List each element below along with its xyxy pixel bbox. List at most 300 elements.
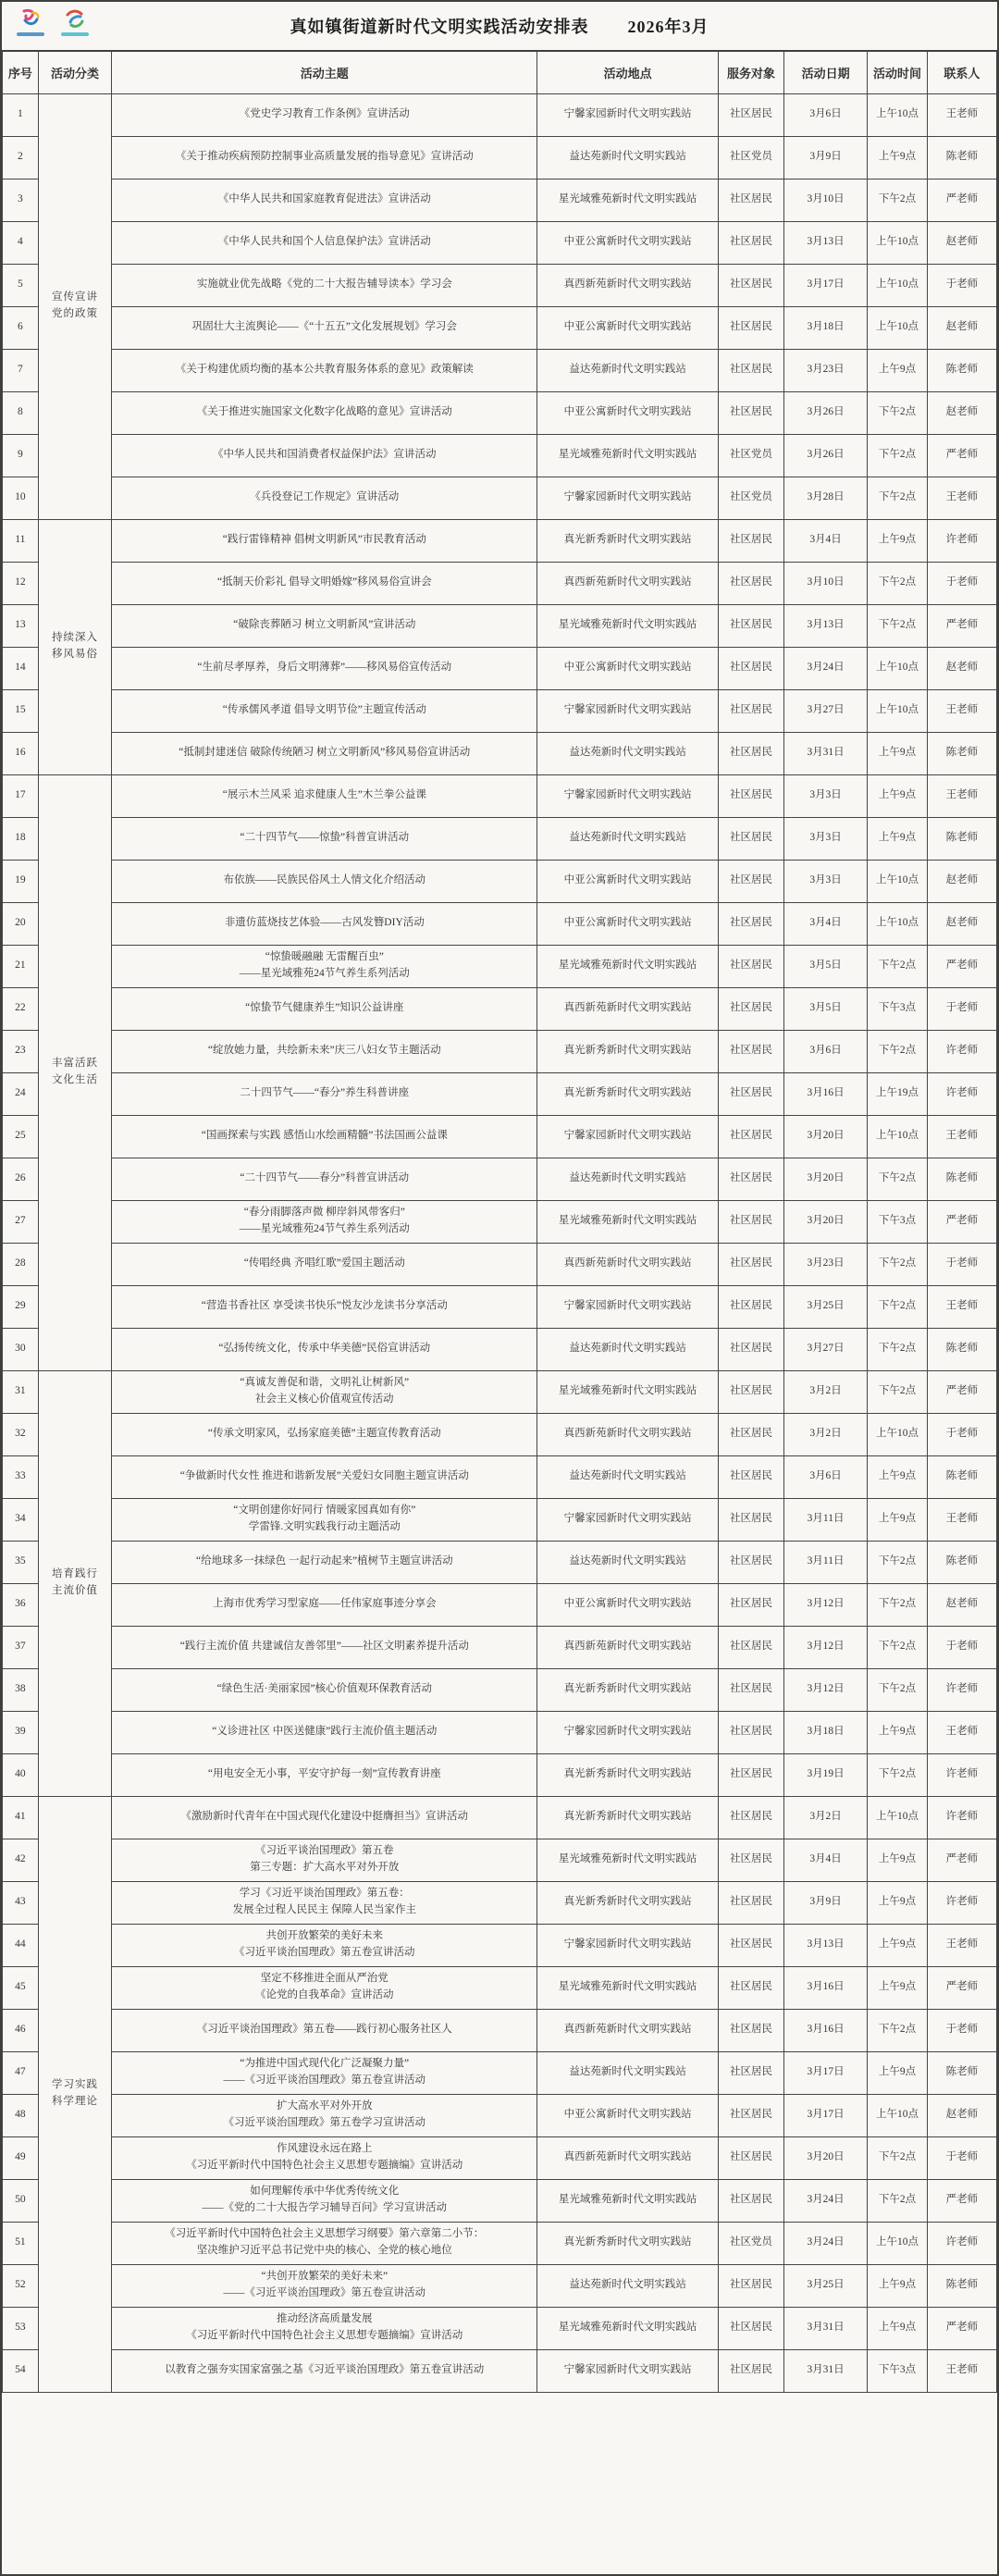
location-cell: 宁馨家园新时代文明实践站 bbox=[537, 774, 719, 817]
theme-line: 《关于推进实施国家文化数字化战略的意见》宣讲活动 bbox=[196, 406, 452, 418]
contact-cell: 严老师 bbox=[927, 2179, 996, 2222]
audience-cell: 社区居民 bbox=[718, 1030, 783, 1072]
location-cell: 真光新秀新时代文明实践站 bbox=[537, 1072, 719, 1115]
audience-cell: 社区居民 bbox=[718, 1243, 783, 1285]
location-cell: 真西新苑新时代文明实践站 bbox=[537, 562, 719, 604]
row-number-cell: 43 bbox=[3, 1881, 39, 1924]
date-cell: 3月11日 bbox=[783, 1541, 867, 1583]
theme-line: 《兵役登记工作规定》宣讲活动 bbox=[250, 491, 400, 503]
contact-cell: 严老师 bbox=[927, 1966, 996, 2009]
theme-line: “用电安全无小事，平安守护每一刻”宣传教育讲座 bbox=[207, 1768, 441, 1780]
theme-line: 如何理解传承中华优秀传统文化 bbox=[250, 2186, 400, 2198]
table-row bbox=[3, 306, 997, 349]
table-row bbox=[3, 1200, 997, 1243]
theme-line: ——星光域雅苑24节气养生系列活动 bbox=[239, 1223, 410, 1234]
location-cell: 真西新苑新时代文明实践站 bbox=[537, 2136, 719, 2179]
theme-line: 学雷锋.文明实践我行动主题活动 bbox=[248, 1521, 401, 1532]
date-cell: 3月17日 bbox=[783, 2051, 867, 2094]
location-cell: 中亚公寓新时代文明实践站 bbox=[537, 647, 719, 689]
location-cell: 星光域雅苑新时代文明实践站 bbox=[537, 1370, 719, 1413]
volunteer-logo bbox=[59, 7, 91, 36]
location-cell: 益达苑新时代文明实践站 bbox=[537, 817, 719, 860]
time-cell: 上午9点 bbox=[868, 2307, 928, 2349]
row-number-cell: 6 bbox=[3, 306, 39, 349]
table-row bbox=[3, 1285, 997, 1328]
location-cell: 真光新秀新时代文明实践站 bbox=[537, 1753, 719, 1796]
theme-line: “国画探索与实践 感悟山水绘画精髓”书法国画公益课 bbox=[201, 1130, 448, 1142]
time-cell: 上午10点 bbox=[868, 1413, 928, 1455]
audience-cell: 社区居民 bbox=[718, 604, 783, 647]
table-row bbox=[3, 477, 997, 519]
row-number-cell: 19 bbox=[3, 860, 39, 902]
time-cell: 下午2点 bbox=[868, 562, 928, 604]
theme-cell bbox=[112, 179, 537, 221]
date-cell: 3月19日 bbox=[783, 1753, 867, 1796]
header-logos bbox=[15, 7, 91, 36]
date-cell: 3月31日 bbox=[783, 2349, 867, 2392]
row-number-cell: 14 bbox=[3, 647, 39, 689]
table-row bbox=[3, 391, 997, 434]
time-cell: 上午9点 bbox=[868, 519, 928, 562]
date-cell: 3月4日 bbox=[783, 519, 867, 562]
date-cell: 3月6日 bbox=[783, 1030, 867, 1072]
theme-line: “共创开放繁荣的美好未来” bbox=[261, 2271, 388, 2283]
table-row bbox=[3, 1072, 997, 1115]
audience-cell: 社区居民 bbox=[718, 2179, 783, 2222]
category-label-line: 党的政策 bbox=[51, 308, 98, 319]
date-cell: 3月9日 bbox=[783, 136, 867, 179]
date-cell: 3月26日 bbox=[783, 391, 867, 434]
contact-cell: 王老师 bbox=[927, 1115, 996, 1158]
date-cell: 3月3日 bbox=[783, 774, 867, 817]
theme-line: “为推进中国式现代化广泛凝聚力量” bbox=[240, 2058, 410, 2070]
location-cell: 真西新苑新时代文明实践站 bbox=[537, 1626, 719, 1668]
theme-cell bbox=[112, 136, 537, 179]
theme-line: 坚定不移推进全面从严治党 bbox=[260, 1973, 388, 1985]
audience-cell: 社区居民 bbox=[718, 1370, 783, 1413]
time-cell: 下午2点 bbox=[868, 1753, 928, 1796]
date-cell: 3月2日 bbox=[783, 1370, 867, 1413]
location-cell: 中亚公寓新时代文明实践站 bbox=[537, 306, 719, 349]
category-label-line: 文化生活 bbox=[51, 1074, 98, 1085]
theme-cell bbox=[112, 519, 537, 562]
row-number-cell: 32 bbox=[3, 1413, 39, 1455]
contact-cell: 陈老师 bbox=[927, 817, 996, 860]
theme-cell bbox=[112, 2051, 537, 2094]
contact-cell: 陈老师 bbox=[927, 136, 996, 179]
location-cell: 真西新苑新时代文明实践站 bbox=[537, 2009, 719, 2051]
theme-cell bbox=[112, 1328, 537, 1370]
row-number-cell: 26 bbox=[3, 1158, 39, 1200]
contact-cell: 许老师 bbox=[927, 519, 996, 562]
audience-cell: 社区居民 bbox=[718, 1626, 783, 1668]
row-number-cell: 35 bbox=[3, 1541, 39, 1583]
theme-cell bbox=[112, 604, 537, 647]
header-location: 活动地点 bbox=[537, 51, 719, 93]
theme-line: 《习近平新时代中国特色社会主义思想专题摘编》宣讲活动 bbox=[186, 2160, 463, 2171]
theme-line: “文明创建你好同行 情暖家园真如有你” bbox=[233, 1505, 416, 1517]
row-number-cell: 21 bbox=[3, 945, 39, 987]
contact-cell: 严老师 bbox=[927, 1200, 996, 1243]
audience-cell: 社区居民 bbox=[718, 1498, 783, 1541]
theme-cell bbox=[112, 221, 537, 264]
theme-line: “春分雨脚落声微 柳岸斜风带客归” bbox=[243, 1207, 405, 1219]
date-cell: 3月13日 bbox=[783, 1924, 867, 1966]
row-number-cell: 10 bbox=[3, 477, 39, 519]
theme-line: “破除丧葬陋习 树立文明新风”宣讲活动 bbox=[233, 619, 416, 631]
theme-cell bbox=[112, 349, 537, 391]
contact-cell: 王老师 bbox=[927, 2349, 996, 2392]
contact-cell: 陈老师 bbox=[927, 2051, 996, 2094]
table-row bbox=[3, 2349, 997, 2392]
table-row bbox=[3, 1115, 997, 1158]
audience-cell: 社区居民 bbox=[718, 1796, 783, 1839]
contact-cell: 王老师 bbox=[927, 1285, 996, 1328]
time-cell: 下午2点 bbox=[868, 945, 928, 987]
location-cell: 宁馨家园新时代文明实践站 bbox=[537, 1115, 719, 1158]
theme-line: ——《习近平谈治国理政》第五卷宣讲活动 bbox=[223, 2287, 426, 2298]
location-cell: 宁馨家园新时代文明实践站 bbox=[537, 1711, 719, 1753]
row-number-cell: 25 bbox=[3, 1115, 39, 1158]
location-cell: 真西新苑新时代文明实践站 bbox=[537, 1243, 719, 1285]
theme-cell bbox=[112, 860, 537, 902]
table-row bbox=[3, 136, 997, 179]
audience-cell: 社区居民 bbox=[718, 817, 783, 860]
audience-cell: 社区居民 bbox=[718, 1583, 783, 1626]
audience-cell: 社区居民 bbox=[718, 774, 783, 817]
row-number-cell: 1 bbox=[3, 93, 39, 136]
time-cell: 上午10点 bbox=[868, 902, 928, 945]
audience-cell: 社区居民 bbox=[718, 264, 783, 306]
audience-cell: 社区居民 bbox=[718, 1455, 783, 1498]
time-cell: 上午9点 bbox=[868, 1881, 928, 1924]
date-cell: 3月20日 bbox=[783, 2136, 867, 2179]
category-label-line: 持续深入 bbox=[51, 632, 98, 644]
theme-line: 《习近平谈治国理政》第五卷宣讲活动 bbox=[234, 1947, 415, 1958]
category-cell bbox=[38, 519, 112, 774]
audience-cell: 社区居民 bbox=[718, 2051, 783, 2094]
table-row bbox=[3, 562, 997, 604]
time-cell: 上午9点 bbox=[868, 136, 928, 179]
theme-cell bbox=[112, 1030, 537, 1072]
contact-cell: 严老师 bbox=[927, 1839, 996, 1881]
table-row bbox=[3, 1626, 997, 1668]
row-number-cell: 18 bbox=[3, 817, 39, 860]
row-number-cell: 39 bbox=[3, 1711, 39, 1753]
theme-line: 《党史学习教育工作条例》宣讲活动 bbox=[239, 108, 410, 120]
theme-cell bbox=[112, 2222, 537, 2264]
header-no: 序号 bbox=[3, 51, 39, 93]
table-row bbox=[3, 1583, 997, 1626]
time-cell: 上午9点 bbox=[868, 2264, 928, 2307]
location-cell: 星光域雅苑新时代文明实践站 bbox=[537, 604, 719, 647]
theme-line: ——《党的二十大报告学习辅导百问》学习宣讲活动 bbox=[202, 2202, 448, 2213]
table-row bbox=[3, 2179, 997, 2222]
theme-line: “抵制天价彩礼 倡导文明婚嫁”移风易俗宣讲会 bbox=[216, 576, 432, 588]
location-cell: 星光域雅苑新时代文明实践站 bbox=[537, 179, 719, 221]
table-body bbox=[3, 93, 997, 2392]
theme-cell bbox=[112, 264, 537, 306]
table-row bbox=[3, 1328, 997, 1370]
contact-cell: 赵老师 bbox=[927, 860, 996, 902]
volunteer-logo-caption bbox=[61, 32, 89, 36]
table-header-row bbox=[3, 51, 997, 93]
time-cell: 上午10点 bbox=[868, 689, 928, 732]
theme-cell bbox=[112, 1498, 537, 1541]
contact-cell: 赵老师 bbox=[927, 221, 996, 264]
row-number-cell: 50 bbox=[3, 2179, 39, 2222]
theme-cell bbox=[112, 2179, 537, 2222]
table-row bbox=[3, 732, 997, 774]
theme-line: 巩固壮大主流舆论——《“十五五”文化发展规划》学习会 bbox=[191, 321, 457, 333]
audience-cell: 社区居民 bbox=[718, 2307, 783, 2349]
header-date: 活动日期 bbox=[783, 51, 867, 93]
theme-cell bbox=[112, 93, 537, 136]
location-cell: 中亚公寓新时代文明实践站 bbox=[537, 2094, 719, 2136]
table-row bbox=[3, 1413, 997, 1455]
table-row bbox=[3, 2136, 997, 2179]
category-cell bbox=[38, 774, 112, 1370]
theme-line: “绿色生活·美丽家园”核心价值观环保教育活动 bbox=[216, 1683, 433, 1695]
date-cell: 3月11日 bbox=[783, 1498, 867, 1541]
time-cell: 下午2点 bbox=[868, 1328, 928, 1370]
theme-cell bbox=[112, 774, 537, 817]
audience-cell: 社区居民 bbox=[718, 1881, 783, 1924]
row-number-cell: 34 bbox=[3, 1498, 39, 1541]
audience-cell: 社区居民 bbox=[718, 562, 783, 604]
date-cell: 3月4日 bbox=[783, 1839, 867, 1881]
time-cell: 上午19点 bbox=[868, 1072, 928, 1115]
row-number-cell: 8 bbox=[3, 391, 39, 434]
theme-cell bbox=[112, 2307, 537, 2349]
contact-cell: 赵老师 bbox=[927, 1583, 996, 1626]
table-row bbox=[3, 689, 997, 732]
location-cell: 宁馨家园新时代文明实践站 bbox=[537, 689, 719, 732]
time-cell: 下午2点 bbox=[868, 477, 928, 519]
theme-line: “营造书香社区 享受读书快乐”悦友沙龙读书分享活动 bbox=[201, 1300, 448, 1312]
theme-cell bbox=[112, 562, 537, 604]
table-row bbox=[3, 2051, 997, 2094]
volunteer-logo-icon bbox=[63, 7, 87, 31]
location-cell: 真光新秀新时代文明实践站 bbox=[537, 1030, 719, 1072]
audience-cell: 社区居民 bbox=[718, 1200, 783, 1243]
contact-cell: 严老师 bbox=[927, 2307, 996, 2349]
audience-cell: 社区居民 bbox=[718, 902, 783, 945]
audience-cell: 社区居民 bbox=[718, 2009, 783, 2051]
table-row bbox=[3, 2094, 997, 2136]
row-number-cell: 41 bbox=[3, 1796, 39, 1839]
theme-line: 《习近平新时代中国特色社会主义思想学习纲要》第六章第二小节： bbox=[165, 2228, 485, 2240]
theme-cell bbox=[112, 1455, 537, 1498]
location-cell: 益达苑新时代文明实践站 bbox=[537, 2264, 719, 2307]
theme-line: “争做新时代女性 推进和谐新发展”关爱妇女同胞主题宣讲活动 bbox=[179, 1470, 469, 1482]
theme-line: 第三专题：扩大高水平对外开放 bbox=[250, 1862, 400, 1873]
time-cell: 上午9点 bbox=[868, 1711, 928, 1753]
audience-cell: 社区居民 bbox=[718, 349, 783, 391]
contact-cell: 王老师 bbox=[927, 1711, 996, 1753]
row-number-cell: 36 bbox=[3, 1583, 39, 1626]
theme-cell bbox=[112, 2264, 537, 2307]
audience-cell: 社区居民 bbox=[718, 1711, 783, 1753]
table-row bbox=[3, 221, 997, 264]
theme-cell bbox=[112, 647, 537, 689]
date-cell: 3月23日 bbox=[783, 349, 867, 391]
contact-cell: 陈老师 bbox=[927, 2264, 996, 2307]
row-number-cell: 5 bbox=[3, 264, 39, 306]
contact-cell: 王老师 bbox=[927, 689, 996, 732]
header-contact: 联系人 bbox=[927, 51, 996, 93]
date-cell: 3月13日 bbox=[783, 604, 867, 647]
table-row bbox=[3, 264, 997, 306]
theme-cell bbox=[112, 902, 537, 945]
time-cell: 上午9点 bbox=[868, 1839, 928, 1881]
theme-line: “践行主流价值 共建诚信友善邻里”——社区文明素养提升活动 bbox=[179, 1641, 469, 1653]
theme-line: “抵制封建迷信 破除传统陋习 树立文明新风”移风易俗宣讲活动 bbox=[179, 747, 471, 759]
theme-line: “二十四节气——春分”科普宣讲活动 bbox=[240, 1172, 410, 1184]
contact-cell: 于老师 bbox=[927, 1413, 996, 1455]
theme-line: “生前尽孝厚养，身后文明薄葬”——移风易俗宣传活动 bbox=[197, 662, 452, 674]
time-cell: 下午2点 bbox=[868, 2136, 928, 2179]
time-cell: 下午2点 bbox=[868, 1583, 928, 1626]
location-cell: 益达苑新时代文明实践站 bbox=[537, 1455, 719, 1498]
theme-line: 《习近平谈治国理政》第五卷 bbox=[255, 1845, 394, 1857]
table-row bbox=[3, 860, 997, 902]
time-cell: 下午2点 bbox=[868, 179, 928, 221]
table-row bbox=[3, 434, 997, 477]
date-cell: 3月3日 bbox=[783, 860, 867, 902]
time-cell: 下午3点 bbox=[868, 1200, 928, 1243]
category-label-line: 主流价值 bbox=[51, 1585, 98, 1596]
row-number-cell: 3 bbox=[3, 179, 39, 221]
table-row bbox=[3, 1030, 997, 1072]
theme-line: 布依族——民族民俗风土人情文化介绍活动 bbox=[223, 874, 426, 886]
table-row bbox=[3, 1498, 997, 1541]
table-row bbox=[3, 1541, 997, 1583]
civilization-practice-logo bbox=[15, 7, 46, 36]
table-row bbox=[3, 817, 997, 860]
theme-line: ——《习近平谈治国理政》第五卷宣讲活动 bbox=[223, 2074, 426, 2086]
header-category: 活动分类 bbox=[38, 51, 112, 93]
theme-cell bbox=[112, 945, 537, 987]
theme-line: “二十四节气——惊蛰”科普宣讲活动 bbox=[240, 832, 410, 844]
table-row bbox=[3, 2222, 997, 2264]
location-cell: 益达苑新时代文明实践站 bbox=[537, 349, 719, 391]
theme-cell bbox=[112, 987, 537, 1030]
location-cell: 中亚公寓新时代文明实践站 bbox=[537, 391, 719, 434]
date-cell: 3月20日 bbox=[783, 1158, 867, 1200]
theme-cell bbox=[112, 306, 537, 349]
location-cell: 真光新秀新时代文明实践站 bbox=[537, 1881, 719, 1924]
row-number-cell: 51 bbox=[3, 2222, 39, 2264]
time-cell: 下午3点 bbox=[868, 987, 928, 1030]
location-cell: 星光域雅苑新时代文明实践站 bbox=[537, 434, 719, 477]
time-cell: 下午2点 bbox=[868, 604, 928, 647]
location-cell: 宁馨家园新时代文明实践站 bbox=[537, 2349, 719, 2392]
row-number-cell: 44 bbox=[3, 1924, 39, 1966]
time-cell: 上午9点 bbox=[868, 774, 928, 817]
date-cell: 3月18日 bbox=[783, 1711, 867, 1753]
theme-cell bbox=[112, 1668, 537, 1711]
contact-cell: 于老师 bbox=[927, 1626, 996, 1668]
theme-cell bbox=[112, 434, 537, 477]
contact-cell: 陈老师 bbox=[927, 732, 996, 774]
table-row bbox=[3, 1924, 997, 1966]
audience-cell: 社区党员 bbox=[718, 434, 783, 477]
table-row bbox=[3, 1966, 997, 2009]
date-cell: 3月6日 bbox=[783, 93, 867, 136]
theme-cell bbox=[112, 817, 537, 860]
theme-line: 《关于推动疾病预防控制事业高质量发展的指导意见》宣讲活动 bbox=[175, 151, 474, 163]
audience-cell: 社区居民 bbox=[718, 2094, 783, 2136]
time-cell: 下午2点 bbox=[868, 1158, 928, 1200]
theme-line: 社会主义核心价值观宣传活动 bbox=[255, 1393, 394, 1405]
time-cell: 上午9点 bbox=[868, 1498, 928, 1541]
row-number-cell: 28 bbox=[3, 1243, 39, 1285]
theme-line: 实施就业优先战略《党的二十大报告辅导读本》学习会 bbox=[196, 279, 452, 291]
date-cell: 3月10日 bbox=[783, 562, 867, 604]
theme-line: 二十四节气——“春分”养生科普讲座 bbox=[240, 1087, 410, 1099]
row-number-cell: 46 bbox=[3, 2009, 39, 2051]
audience-cell: 社区居民 bbox=[718, 1924, 783, 1966]
date-cell: 3月24日 bbox=[783, 647, 867, 689]
theme-cell bbox=[112, 1115, 537, 1158]
location-cell: 中亚公寓新时代文明实践站 bbox=[537, 902, 719, 945]
date-cell: 3月27日 bbox=[783, 689, 867, 732]
contact-cell: 于老师 bbox=[927, 264, 996, 306]
row-number-cell: 53 bbox=[3, 2307, 39, 2349]
theme-cell bbox=[112, 1881, 537, 1924]
audience-cell: 社区居民 bbox=[718, 1072, 783, 1115]
table-row bbox=[3, 647, 997, 689]
table-row bbox=[3, 774, 997, 817]
audience-cell: 社区居民 bbox=[718, 1328, 783, 1370]
location-cell: 益达苑新时代文明实践站 bbox=[537, 1328, 719, 1370]
table-row bbox=[3, 1455, 997, 1498]
time-cell: 下午2点 bbox=[868, 1243, 928, 1285]
table-row bbox=[3, 1158, 997, 1200]
audience-cell: 社区居民 bbox=[718, 2264, 783, 2307]
audience-cell: 社区居民 bbox=[718, 987, 783, 1030]
contact-cell: 许老师 bbox=[927, 1072, 996, 1115]
contact-cell: 严老师 bbox=[927, 1370, 996, 1413]
location-cell: 宁馨家园新时代文明实践站 bbox=[537, 1285, 719, 1328]
date-cell: 3月20日 bbox=[783, 1200, 867, 1243]
contact-cell: 赵老师 bbox=[927, 2094, 996, 2136]
theme-line: 《中华人民共和国个人信息保护法》宣讲活动 bbox=[217, 236, 431, 248]
location-cell: 中亚公寓新时代文明实践站 bbox=[537, 1583, 719, 1626]
time-cell: 下午2点 bbox=[868, 391, 928, 434]
theme-line: “传承儒风孝道 倡导文明节俭”主题宣传活动 bbox=[222, 704, 426, 716]
time-cell: 上午10点 bbox=[868, 647, 928, 689]
theme-cell bbox=[112, 477, 537, 519]
theme-cell bbox=[112, 1796, 537, 1839]
contact-cell: 王老师 bbox=[927, 1498, 996, 1541]
table-row bbox=[3, 1370, 997, 1413]
header-time: 活动时间 bbox=[868, 51, 928, 93]
table-row bbox=[3, 2307, 997, 2349]
table-row bbox=[3, 604, 997, 647]
date-cell: 3月12日 bbox=[783, 1583, 867, 1626]
time-cell: 下午2点 bbox=[868, 1285, 928, 1328]
date-cell: 3月20日 bbox=[783, 1115, 867, 1158]
contact-cell: 许老师 bbox=[927, 1030, 996, 1072]
date-cell: 3月27日 bbox=[783, 1328, 867, 1370]
time-cell: 上午9点 bbox=[868, 817, 928, 860]
theme-cell bbox=[112, 1753, 537, 1796]
theme-line: “传承文明家风，弘扬家庭美德”主题宣传教育活动 bbox=[207, 1428, 441, 1440]
table-row bbox=[3, 519, 997, 562]
title-row bbox=[2, 2, 997, 50]
